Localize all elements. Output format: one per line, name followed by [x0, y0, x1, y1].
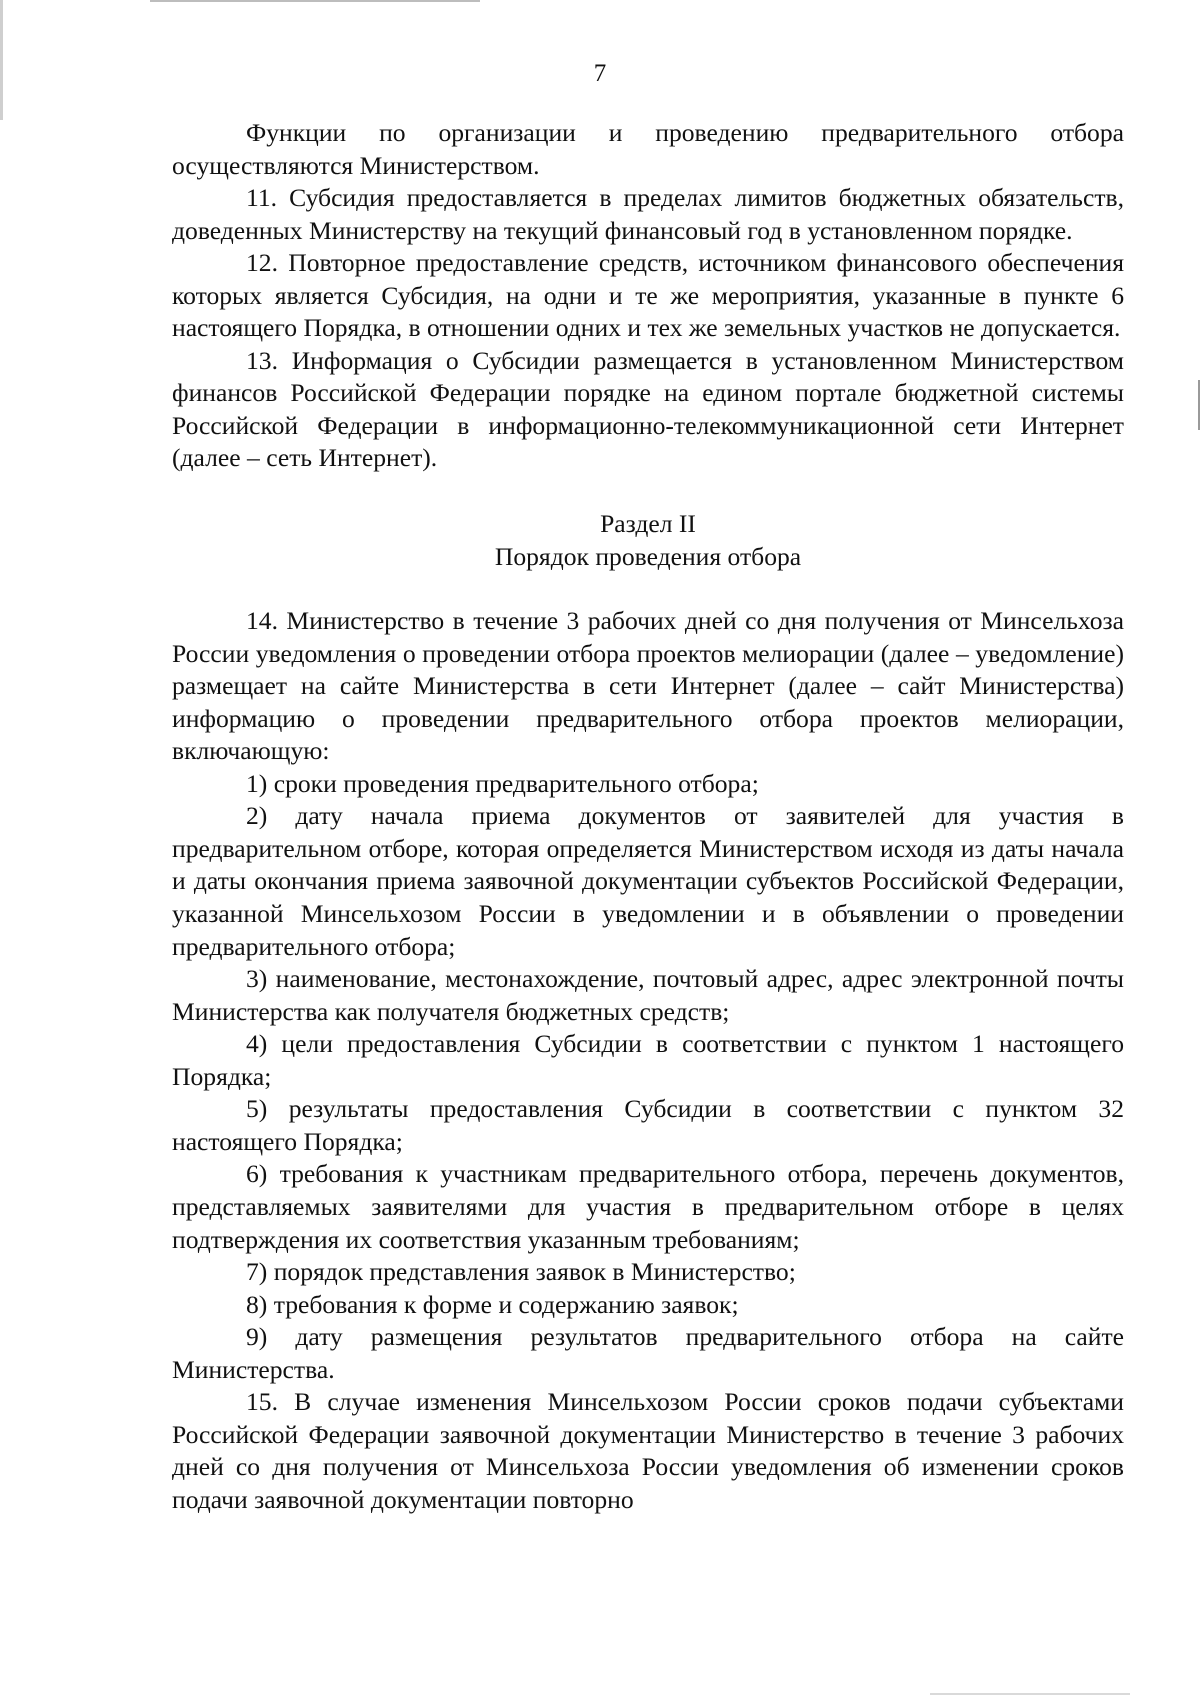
paragraph-12: 12. Повторное предоставление средств, источником финансового обеспечения которых является Субсидия, на одни и те же мероприятия, указанные в пункте 6 настоящего Порядка, в отношении одних и тех же земельных участков не допускается. [172, 248, 1124, 343]
list-item-4: 4) цели предоставления Субсидии в соответствии с пунктом 1 настоящего Порядка; [172, 1029, 1124, 1091]
list-item-5: 5) результаты предоставления Субсидии в соответствии с пунктом 32 настоящего Порядка; [172, 1094, 1124, 1156]
scan-edge-top [150, 0, 480, 2]
section-heading [172, 508, 1124, 573]
list-item-7: 7) порядок представления заявок в Министерство; [246, 1257, 796, 1287]
list-item-3: 3) наименование, местонахождение, почтовый адрес, адрес электронной почты Министерства как получателя бюджетных средств; [172, 964, 1124, 1026]
paragraph-15: 15. В случае изменения Минсельхозом России сроков подачи субъектами Российской Федерации заявочной документации Министерство в течение 3 рабочих дней со дня получения от Минсельхоза России уведомления об изменении сроков подачи заявочной документации повторно [172, 1387, 1124, 1514]
section-title: Порядок проведения отбора [494, 541, 802, 571]
list-item-1: 1) сроки проведения предварительного отбора; [246, 768, 759, 798]
paragraph-functions: Функции по организации и проведению предварительного отбора осуществляются Министерством. [172, 118, 1124, 180]
list-item-9: 9) дату размещения результатов предварительного отбора на сайте Министерства. [172, 1322, 1124, 1384]
section-number: Раздел II [600, 509, 696, 539]
paragraph-14: 14. Министерство в течение 3 рабочих дней со дня получения от Минсельхоза России уведомления о проведении отбора проектов мелиорации (далее – уведомление) размещает на сайте Министерства в сети Интернет (далее – сайт Министерства) информацию о проведении предварительного отбора проектов мелиорации, включающую: [172, 606, 1124, 766]
page-number: 7 [593, 60, 607, 87]
list-item-6: 6) требования к участникам предварительного отбора, перечень документов, представляемых заявителями для участия в предварительном отборе в целях подтверждения их соответствия указанным требованиям; [172, 1159, 1124, 1254]
paragraph-13: 13. Информация о Субсидии размещается в установленном Министерством финансов Российской Федерации порядке на едином портале бюджетной системы Российской Федерации в информационно-телекоммуникационной сети Интернет (далее – сеть Интернет). [172, 345, 1124, 473]
document-body [172, 117, 1124, 1516]
list-item-2: 2) дату начала приема документов от заявителей для участия в предварительном отборе, которая определяется Министерством исходя из даты начала и даты окончания приема заявочной документации субъектов Российской Федерации, указанной Минсельхозом России в уведомлении и в объявлении о проведении предварительного отбора; [172, 801, 1124, 961]
paragraph-11: 11. Субсидия предоставляется в пределах лимитов бюджетных обязательств, доведенных Министерству на текущий финансовый год в установленном порядке. [172, 183, 1124, 245]
list-item-8: 8) требования к форме и содержанию заявок; [246, 1289, 739, 1319]
